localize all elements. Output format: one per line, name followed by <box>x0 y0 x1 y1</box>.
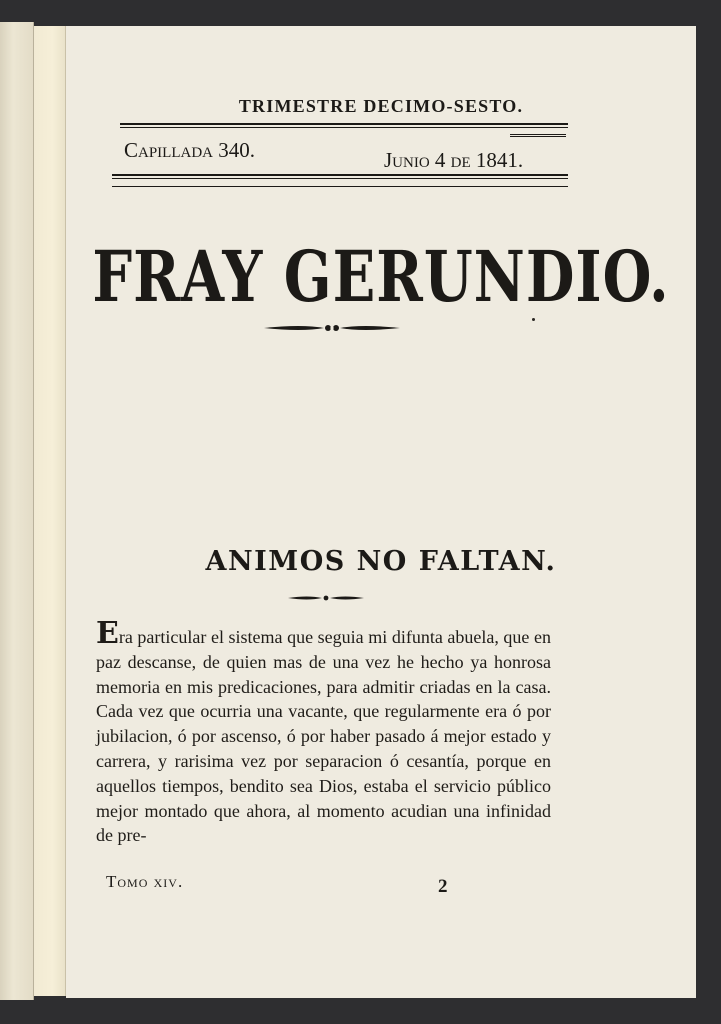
article-title: ANIMOS NO FALTAN. <box>205 546 557 577</box>
volume-label: Tomo xiv. <box>106 872 184 891</box>
capillada-number: Capillada 340. <box>124 138 255 162</box>
left-page-edge <box>0 22 34 1000</box>
signature-mark: 2 <box>438 876 448 897</box>
header-rule-extension <box>510 134 566 137</box>
issue-date: Junio 4 de 1841. <box>384 148 524 172</box>
ink-speck <box>532 318 535 321</box>
date-rule-thin <box>112 186 568 189</box>
book-page <box>66 26 696 998</box>
book-gutter <box>34 26 66 996</box>
header-rule <box>120 123 568 128</box>
title-ornament <box>286 592 366 604</box>
masthead-title: FRAY GERUNDIO. <box>92 235 670 319</box>
article-body <box>96 616 551 848</box>
series-header: TRIMESTRE DECIMO-SESTO. <box>238 96 524 116</box>
dropcap-letter: E <box>96 616 119 651</box>
masthead-ornament <box>262 320 402 336</box>
article-paragraph: ra particular el sistema que seguia mi difunta abuela, que en paz descanse, de quien mas de una vez he hecho ya honrosa memoria en mis predicaciones, para admitir criadas en la casa. Cada vez que ocurria una vacante, que regularmente era ó por jubilacion, ó por ascenso, ó por haber pasado á mejor estado y carrera, y rarisima vez por separacion ó cesantía, porque en aquellos tiempos, bendito sea Dios, estaba el servicio público mejor montado que ahora, al momento acudian una infinidad de pre- <box>96 627 551 846</box>
date-rule <box>112 174 568 179</box>
